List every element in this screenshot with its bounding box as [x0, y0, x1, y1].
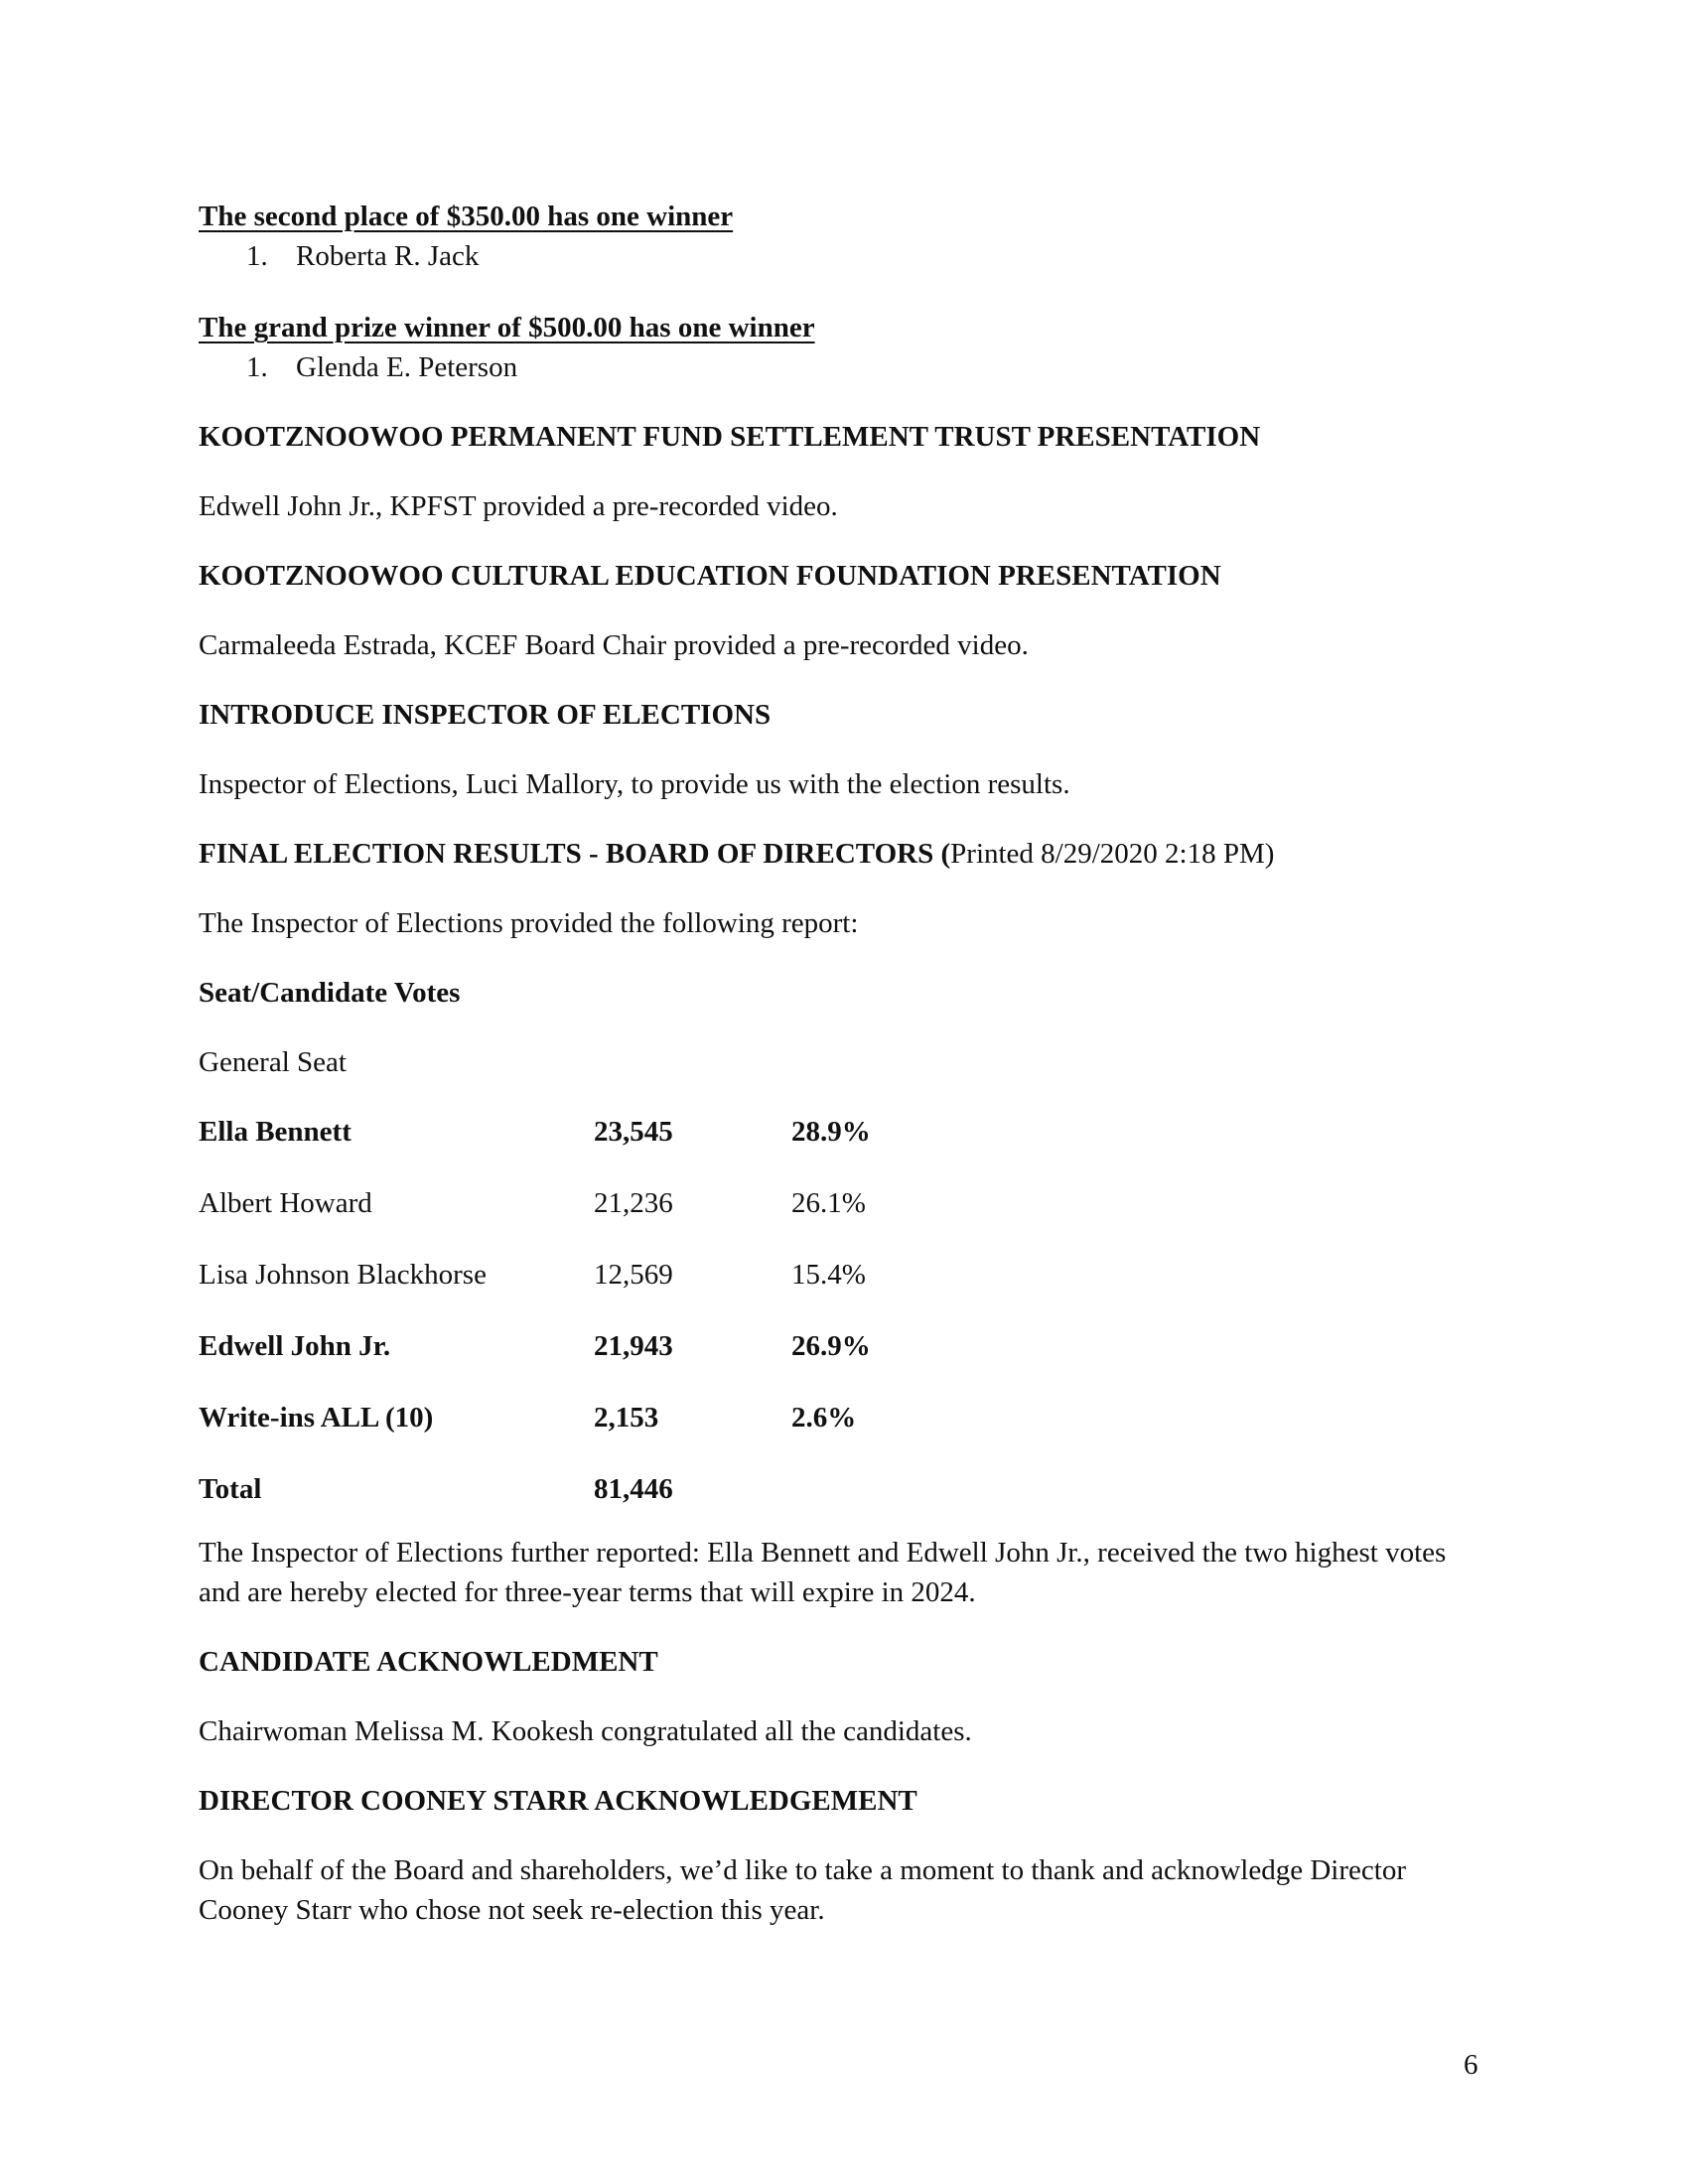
list-number: 1.: [246, 240, 268, 272]
grand-prize-list: [199, 347, 1489, 387]
candidate-name: Lisa Johnson Blackhorse: [199, 1259, 487, 1291]
final-results-paren: (: [933, 838, 951, 870]
inspector-heading: INTRODUCE INSPECTOR OF ELECTIONS: [199, 699, 772, 731]
vote-count: 81,446: [594, 1473, 673, 1505]
table-row: [199, 1183, 911, 1255]
second-place-list: [199, 236, 1489, 276]
candidate-ack-heading: CANDIDATE ACKNOWLEDMENT: [199, 1646, 658, 1678]
candidate-ack-text: Chairwoman Melissa M. Kookesh congratulated all the candidates.: [199, 1715, 972, 1747]
vote-count: 21,236: [594, 1187, 673, 1219]
seat-label: General Seat: [199, 1046, 347, 1078]
kpfst-text: Edwell John Jr., KPFST provided a pre-recorded video.: [199, 490, 838, 522]
table-row: [199, 1255, 911, 1326]
table-row: [199, 1398, 911, 1469]
vote-percent: 26.9%: [791, 1330, 871, 1362]
director-ack-heading: DIRECTOR COONEY STARR ACKNOWLEDGEMENT: [199, 1785, 917, 1817]
final-results-heading-bold: FINAL ELECTION RESULTS - BOARD OF DIRECTORS: [199, 838, 934, 870]
table-row: [199, 1469, 911, 1541]
candidate-name: Ella Bennett: [199, 1116, 352, 1148]
grand-prize-heading: The grand prize winner of $500.00 has one winner: [199, 312, 815, 343]
inspector-text: Inspector of Elections, Luci Mallory, to provide us with the election results.: [199, 768, 1070, 800]
final-results-printed: Printed 8/29/2020 2:18 PM): [950, 838, 1275, 870]
table-row: [199, 1112, 911, 1183]
vote-count: 21,943: [594, 1330, 673, 1362]
winner-name: Glenda E. Peterson: [296, 351, 518, 383]
list-item: [199, 236, 1489, 276]
candidate-name: Edwell John Jr.: [199, 1330, 391, 1362]
final-results-intro: The Inspector of Elections provided the following report:: [199, 907, 859, 939]
second-place-heading: The second place of $350.00 has one winner: [199, 201, 734, 232]
winner-name: Roberta R. Jack: [296, 240, 480, 272]
table-title: Seat/Candidate Votes: [199, 977, 461, 1009]
vote-count: 2,153: [594, 1402, 659, 1433]
vote-percent: [791, 1469, 911, 1541]
director-ack-text: On behalf of the Board and shareholders, we’d like to take a moment to thank and acknowledge Director Cooney Starr who chose not seek re-election this year.: [199, 1854, 1406, 1926]
results-table: [199, 1112, 911, 1541]
candidate-name: Write-ins ALL (10): [199, 1402, 434, 1433]
vote-percent: 26.1%: [791, 1187, 866, 1219]
final-results-heading: [199, 834, 1489, 874]
vote-percent: 15.4%: [791, 1259, 866, 1291]
results-conclusion: The Inspector of Elections further reported: Ella Bennett and Edwell John Jr., received the two highest votes and are hereby elected for three-year terms that will expire in 2024.: [199, 1537, 1447, 1608]
list-item: [199, 347, 1489, 387]
vote-count: 12,569: [594, 1259, 673, 1291]
vote-count: 23,545: [594, 1116, 673, 1148]
candidate-name: Total: [199, 1473, 262, 1505]
page-content: [199, 197, 1489, 1930]
kpfst-heading: KOOTZNOOWOO PERMANENT FUND SETTLEMENT TRUST PRESENTATION: [199, 421, 1261, 453]
kcef-heading: KOOTZNOOWOO CULTURAL EDUCATION FOUNDATION PRESENTATION: [199, 560, 1221, 592]
vote-percent: 28.9%: [791, 1116, 871, 1148]
kcef-text: Carmaleeda Estrada, KCEF Board Chair provided a pre-recorded video.: [199, 629, 1029, 661]
page-number: 6: [1464, 2049, 1478, 2081]
vote-percent: 2.6%: [791, 1402, 857, 1433]
table-row: [199, 1326, 911, 1398]
list-number: 1.: [246, 351, 268, 383]
candidate-name: Albert Howard: [199, 1187, 372, 1219]
